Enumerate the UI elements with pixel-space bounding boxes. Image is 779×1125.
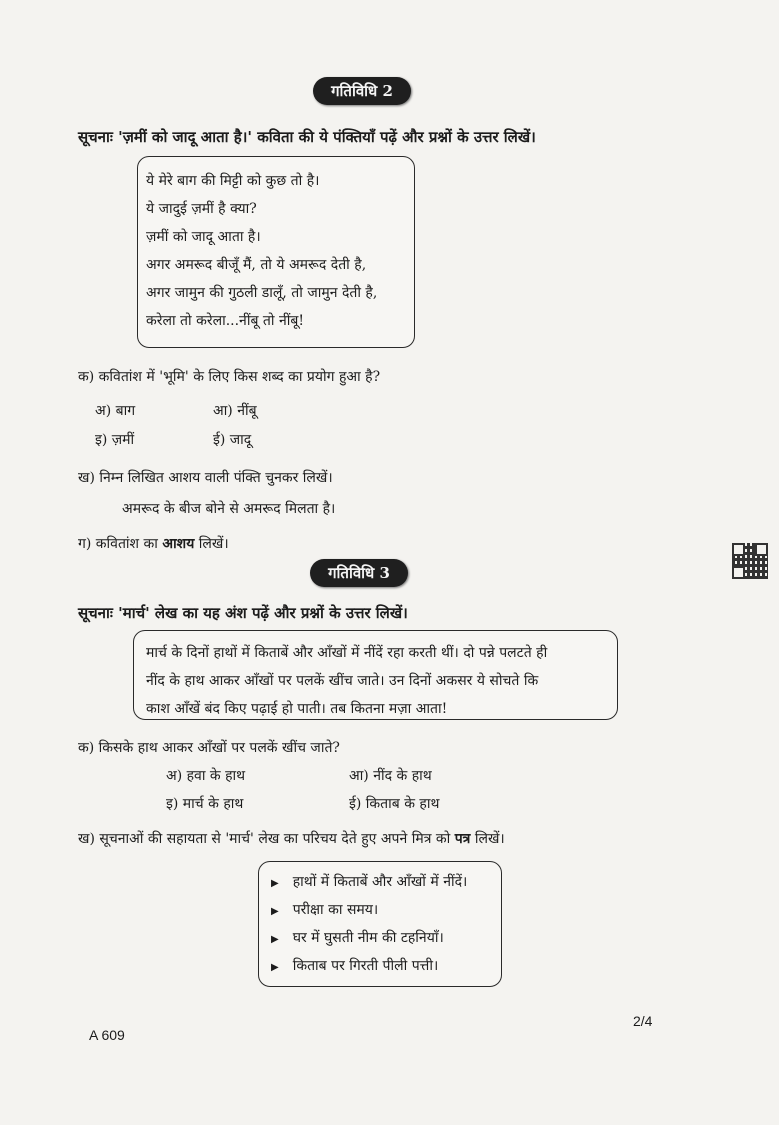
- poem-line: ये मेरे बाग की मिट्टी को कुछ तो है।: [146, 173, 320, 189]
- option-aa: आ) नींबू: [213, 403, 257, 419]
- option-a: अ) बाग: [95, 403, 136, 419]
- poem-line: अगर अमरूद बीजूँ मैं, तो ये अमरूद देती है,: [146, 257, 367, 273]
- hint-text: घर में घुसती नीम की टहनियाँ।: [292, 930, 444, 946]
- question-ka: क) कवितांश में 'भूमि' के लिए किस शब्द का प्रयोग हुआ है?: [78, 369, 381, 385]
- passage-line: मार्च के दिनों हाथों में किताबें और आँखों में नींदें रहा करती थीं। दो पन्ने पलटते ही: [146, 645, 548, 661]
- hint-text: हाथों में किताबें और आँखों में नींदें।: [292, 874, 468, 890]
- hints-box: [258, 861, 502, 987]
- bullet-icon: ▶: [271, 906, 279, 917]
- hint-text: किताब पर गिरती पीली पत्ती।: [292, 958, 439, 974]
- qr-corner: [732, 566, 745, 579]
- poem-line: ये जादुई ज़मीं है क्या?: [146, 201, 257, 217]
- poem-line: अगर जामुन की गुठली डालूँ, तो जामुन देती है,: [146, 285, 378, 301]
- activity-3-badge: गतिविधि 3: [310, 559, 408, 587]
- question-3-kha-prefix: ख) सूचनाओं की सहायता से 'मार्च' लेख का परिचय देते हुए अपने मित्र को: [78, 831, 455, 847]
- bullet-icon: ▶: [271, 934, 279, 945]
- page-number: 2/4: [633, 1013, 653, 1029]
- instruction-text: कविता की ये पंक्तियाँ पढ़ें और प्रश्नों के उत्तर लिखें।: [252, 128, 536, 146]
- qr-code: [732, 543, 768, 579]
- poem-box: [137, 156, 415, 348]
- question-3-kha-bold: पत्र: [454, 831, 471, 847]
- question-kha-line: अमरूद के बीज बोने से अमरूद मिलता है।: [122, 501, 336, 517]
- hint-text: परीक्षा का समय।: [292, 902, 379, 918]
- passage-line: नींद के हाथ आकर आँखों पर पलकें खींच जाते। उन दिनों अकसर ये सोचते कि: [146, 673, 539, 689]
- paper-code: A 609: [89, 1027, 125, 1043]
- poem-line: करेला तो करेला...नींबू तो नींबू!: [146, 313, 304, 329]
- activity-2-instruction: [78, 127, 536, 147]
- question-ga-suffix: लिखें।: [194, 536, 229, 552]
- hint-item: [271, 872, 467, 891]
- question-ga-prefix: ग) कवितांश का: [78, 536, 163, 552]
- activity-2-badge: गतिविधि 2: [313, 77, 411, 105]
- hint-item: [271, 956, 438, 975]
- option-3-aa: आ) नींद के हाथ: [349, 768, 432, 784]
- activity-3-instruction: सूचनाः 'मार्च' लेख का यह अंश पढ़ें और प्रश्नों के उत्तर लिखें।: [78, 604, 408, 622]
- option-ii: ई) जादू: [213, 432, 252, 448]
- passage-line: काश आँखें बंद किए पढ़ाई हो पाती। तब कितना मज़ा आता!: [146, 701, 448, 717]
- option-i: इ) ज़मीं: [95, 432, 135, 448]
- option-3-i: इ) मार्च के हाथ: [166, 796, 244, 812]
- poem-line: ज़मीं को जादू आता है।: [146, 229, 261, 245]
- instruction-title: सूचनाः 'ज़मीं को जादू आता है।': [78, 128, 252, 146]
- question-ga: [78, 534, 229, 553]
- question-ga-bold: आशय: [162, 536, 195, 552]
- bullet-icon: ▶: [271, 878, 279, 889]
- option-3-a: अ) हवा के हाथ: [166, 768, 246, 784]
- option-3-ii: ई) किताब के हाथ: [349, 796, 440, 812]
- qr-corner: [755, 543, 768, 556]
- passage-box: [133, 630, 618, 720]
- hint-item: [271, 900, 378, 919]
- question-kha: ख) निम्न लिखित आशय वाली पंक्ति चुनकर लिखें।: [78, 470, 333, 486]
- qr-corner: [732, 543, 745, 556]
- bullet-icon: ▶: [271, 962, 279, 973]
- question-3-ka: क) किसके हाथ आकर आँखों पर पलकें खींच जाते?: [78, 740, 340, 756]
- question-3-kha: [78, 829, 505, 848]
- hint-item: [271, 928, 444, 947]
- question-3-kha-suffix: लिखें।: [470, 831, 505, 847]
